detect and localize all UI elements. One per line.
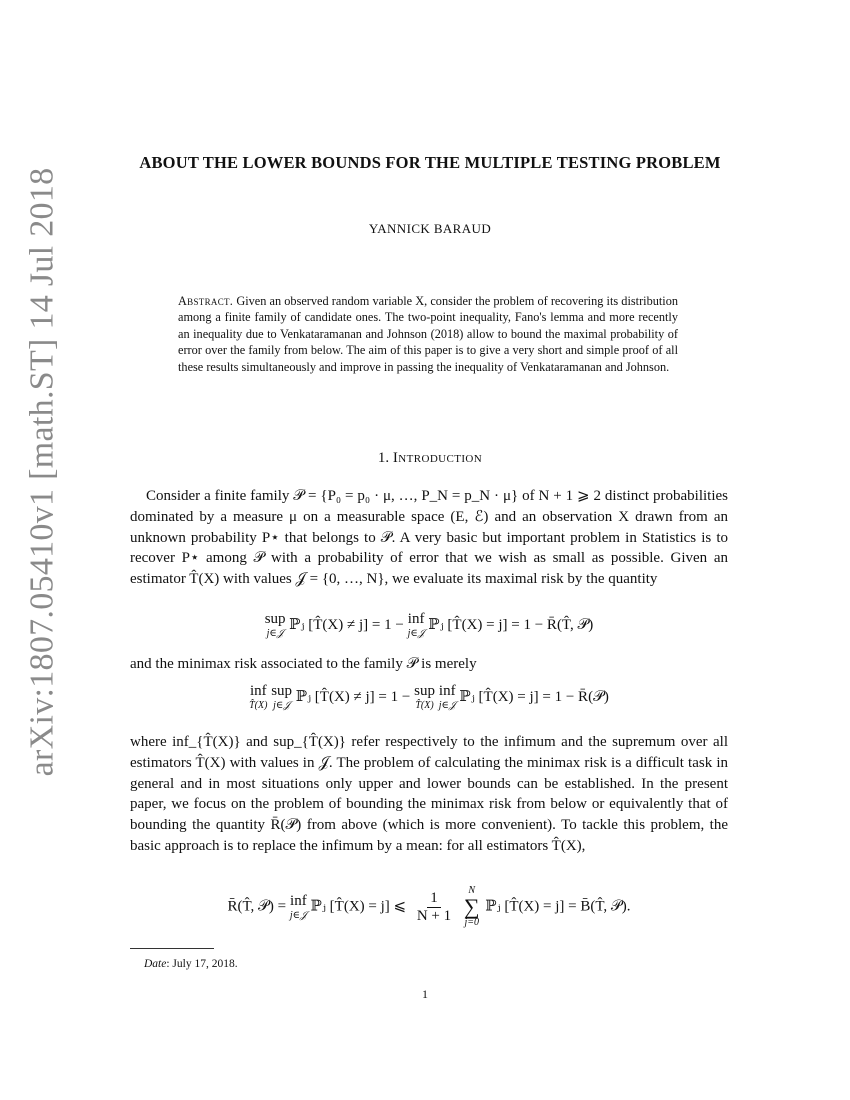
- equation-max-risk: [130, 612, 728, 639]
- eq1-sup-operator: [265, 612, 286, 639]
- section-heading: [130, 450, 730, 467]
- paragraph-2: and the minimax risk associated to the family 𝒫 is merely: [130, 656, 477, 672]
- eq3-frac-den: N + 1: [416, 907, 452, 924]
- eq3-op1: inf: [290, 892, 307, 909]
- eq1-mid: ℙⱼ [T̂(X) ≠ j] = 1 −: [289, 616, 404, 633]
- footnote-label: Date: [144, 958, 167, 970]
- equation-bayes-bound: [130, 886, 728, 928]
- eq2-inf-j: [439, 684, 456, 711]
- eq1-op2: inf: [407, 611, 425, 627]
- eq2-mid: ℙⱼ [T̂(X) ≠ j] = 1 −: [295, 688, 411, 705]
- eq3-inf-operator: [290, 894, 307, 921]
- abstract-label: Abstract.: [178, 294, 234, 308]
- eq2-end: ℙⱼ [T̂(X) = j] = 1 − R̄(𝒫): [459, 688, 609, 705]
- abstract: [178, 293, 678, 375]
- eq2-op4: inf: [438, 683, 456, 699]
- arxiv-side-stamp: [21, 167, 63, 777]
- eq3-sum-bottom: j=0: [464, 917, 479, 928]
- eq1-sub2: j∈𝒥: [407, 628, 425, 639]
- abstract-text: Given an observed random variable X, consider the problem of recovering its distribution among a finite family of candidate ones. The two-point inequality, Fano's lemma and more recently an inequality due to Venkataramanan and Johnson (2018) allow to bound the maximal probability of error over the family from below. The aim of this paper is to give a very short and simple proof of all these results simultaneously and improve in passing the inequality of Venkataramanan and Johnson.: [178, 294, 679, 374]
- page-number: 1: [422, 987, 428, 1001]
- eq3-end: ℙⱼ [T̂(X) = j] = B̄(T̂, 𝒫).: [485, 898, 631, 915]
- eq1-op1: sup: [264, 611, 286, 627]
- footnote-date: [144, 958, 238, 970]
- eq3-sum-top: N: [468, 885, 476, 896]
- eq2-sup-j: [271, 684, 292, 711]
- arxiv-stamp-text: arXiv:1807.05410v1 [math.ST] 14 Jul 2018: [23, 167, 60, 777]
- footnote-text: : July 17, 2018.: [166, 958, 238, 970]
- section-number: 1.: [377, 450, 390, 466]
- paragraph-3: where inf_{T̂(X)} and sup_{T̂(X)} refer respectively to the infimum and the supremum over all estimators T̂(X) with values in 𝒥. The problem of calculating the minimax risk is a difficult task in general and in most situations only upper and lower bounds can be established. In the present paper, we focus on the problem of bounding the minimax risk from below or equivalently that of bounding the quantity R̄(𝒫) from above (which is more convenient). To tackle this problem, the basic approach is to replace the infimum by a mean: for all estimators T̂(X),: [130, 734, 728, 854]
- eq2-inf-estimator: [249, 684, 267, 711]
- section-title: Introduction: [392, 450, 483, 466]
- eq1-inf-operator: [408, 612, 425, 639]
- eq3-sum: [464, 886, 480, 928]
- eq1-end: ℙⱼ [T̂(X) = j] = 1 − R̄(T̂, 𝒫): [428, 616, 594, 633]
- eq2-sub4: j∈𝒥: [438, 700, 456, 711]
- paragraph-1: Consider a finite family 𝒫 = {P₀ = p₀ · μ, …, P_N = p_N · μ} of N + 1 ⩾ 2 distinct probabilities dominated by a measure μ on a measurable space (E, ℰ) and an observation X drawn from an unknown probability P⋆ that belongs to 𝒫. A very basic but important problem in Statistics is to recover P⋆ among 𝒫 with a probability of error that we wish as small as possible. Given an estimator T̂(X) with values 𝒥 = {0, …, N}, we evaluate its maximal risk by the quantity: [130, 488, 728, 588]
- eq3-mid: ℙⱼ [T̂(X) = j] ⩽: [310, 898, 407, 915]
- eq2-op2: sup: [271, 683, 293, 699]
- eq2-sub1: T̂(X): [249, 700, 268, 711]
- paper-title: ABOUT THE LOWER BOUNDS FOR THE MULTIPLE TESTING PROBLEM: [139, 153, 721, 172]
- eq2-op1: inf: [249, 683, 267, 699]
- eq3-frac-num: 1: [427, 890, 441, 908]
- footnote-rule: [130, 948, 214, 949]
- eq3-fraction: [414, 890, 454, 924]
- eq2-sup-estimator: [414, 684, 435, 711]
- paper-author: YANNICK BARAUD: [368, 221, 492, 236]
- eq2-sub2: j∈𝒥: [273, 700, 291, 711]
- eq3-lhs: R̄(T̂, 𝒫) =: [227, 898, 287, 915]
- eq2-op3: sup: [414, 683, 435, 699]
- eq3-sub1: j∈𝒥: [289, 909, 307, 921]
- eq2-sub3: T̂(X): [415, 700, 434, 711]
- eq3-sum-symbol: ∑: [463, 894, 480, 919]
- eq1-sub1: j∈𝒥: [266, 628, 284, 639]
- equation-minimax-risk: [130, 684, 728, 711]
